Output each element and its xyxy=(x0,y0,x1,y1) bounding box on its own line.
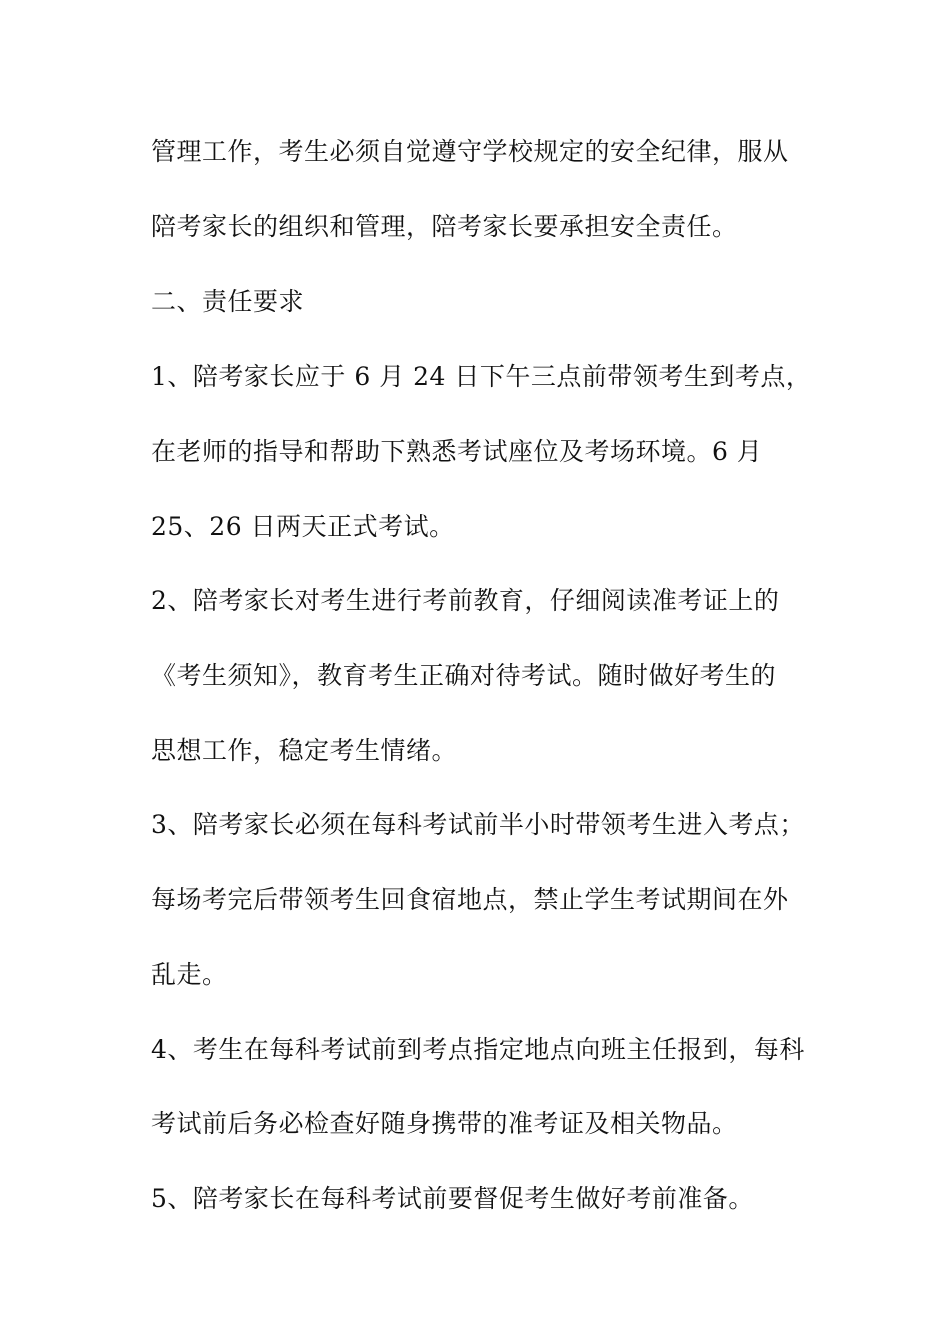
text-line-8: 《考生须知》，教育考生正确对待考试。随时做好考生的 xyxy=(151,661,777,690)
text-line-6: 25、26 日两天正式考试。 xyxy=(151,512,455,541)
text-line-15: 5、陪考家长在每科考试前要督促考生做好考前准备。 xyxy=(151,1184,754,1213)
text-line-4: 1、陪考家长应于 6 月 24 日下午三点前带领考生到考点， xyxy=(151,362,812,391)
text-line-13: 4、考生在每科考试前到考点指定地点向班主任报到，每科 xyxy=(151,1035,805,1064)
text-line-14: 考试前后务必检查好随身携带的准考证及相关物品。 xyxy=(151,1109,738,1138)
text-line-9: 思想工作，稳定考生情绪。 xyxy=(151,736,458,765)
text-line-11: 每场考完后带领考生回食宿地点，禁止学生考试期间在外 xyxy=(151,885,789,914)
text-line-5: 在老师的指导和帮助下熟悉考试座位及考场环境。6 月 xyxy=(151,437,763,466)
section-heading: 二、责任要求 xyxy=(151,287,305,316)
text-line-1: 管理工作，考生必须自觉遵守学校规定的安全纪律，服从 xyxy=(151,137,789,166)
text-line-2: 陪考家长的组织和管理，陪考家长要承担安全责任。 xyxy=(151,212,738,241)
text-line-10: 3、陪考家长必须在每科考试前半小时带领考生进入考点； xyxy=(151,810,805,839)
text-line-12: 乱走。 xyxy=(151,960,228,989)
text-line-7: 2、陪考家长对考生进行考前教育，仔细阅读准考证上的 xyxy=(151,586,780,615)
